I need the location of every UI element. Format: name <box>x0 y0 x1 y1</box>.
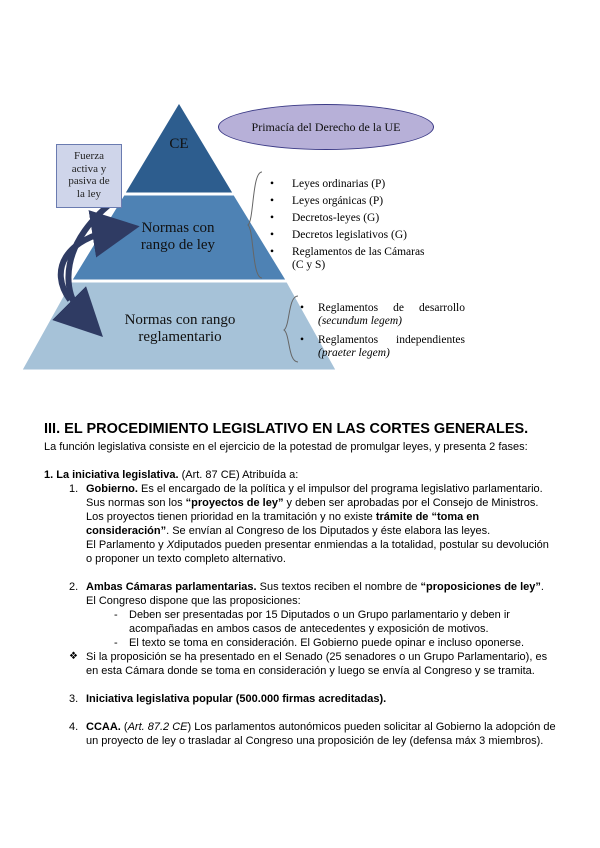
list-item: • Reglamentos de las Cámaras (C y S) <box>270 246 425 271</box>
item-gobierno: 1. Gobierno. Es el encargado de la política y el impulsor del programa legislativo parlamentario. Sus normas son los “proyectos de ley” y deben ser aprobadas por el Consejo de Ministros. Los proyectos tienen prioridad en la tramitación y no existe trámite de “toma en consideración”. Se envían al Congreso de los Diputados y éste elabora las leyes. El Parlamento y Xdiputados pueden presentar enmiendas a la totalidad, postular su devolución o proponer un texto completo alternativo. <box>69 483 549 565</box>
item-camaras: 2. Ambas Cámaras parlamentarias. Sus textos reciben el nombre de “proposiciones de ley”. El Congreso dispone que las proposiciones: <box>69 581 544 607</box>
pyramid-bottom-label: Normas con rango reglamentario <box>124 312 236 345</box>
list-item: • Decretos legislativos (G) <box>270 229 407 241</box>
diamond-bullet-icon: ❖ <box>69 651 78 662</box>
item-popular: 3. Iniciativa legislativa popular (500.000 firmas acreditadas). <box>69 693 387 705</box>
section-intro: La función legislativa consiste en el ejercicio de la potestad de promulgar leyes, y presenta 2 fases: <box>44 441 528 453</box>
fuerza-ley-box: Fuerza activa y pasiva de la ley <box>56 144 122 208</box>
item-camaras-dash-2: - El texto se toma en consideración. El Gobierno puede opinar e incluso oponerse. <box>114 637 525 649</box>
document-body <box>44 420 564 748</box>
pyramid-middle-label: Normas con rango de ley <box>140 220 216 253</box>
hierarchy-diagram <box>0 0 600 390</box>
list-item: • Leyes orgánicas (P) <box>270 195 384 207</box>
list-normas-reglamentarias <box>300 302 465 366</box>
item-senado: ❖ Si la proposición se ha presentado en el Senado (25 senadores o un Grupo Parlamentario), es en esta Cámara donde se toma en consideración y luego se envía al Congreso y se tramita. <box>69 651 548 677</box>
section-title: III. EL PROCEDIMIENTO LEGISLATIVO EN LAS CORTES GENERALES. <box>44 421 529 437</box>
item-camaras-dash-1: - Deben ser presentadas por 15 Diputados o un Grupo parlamentario y deben ir acompañadas en ambos casos de antecedentes y exposición de motivos. <box>114 609 510 635</box>
list-normas-ley <box>270 178 470 276</box>
item-ccaa: 4. CCAA. (Art. 87.2 CE) Los parlamentos autonómicos pueden solicitar al Gobierno la adopción de un proyecto de ley o trasladar al Congreso una proposición de ley (defensa máx 3 miembros). <box>69 721 556 747</box>
list-item: • Decretos-leyes (G) <box>270 212 380 224</box>
list-item: • Leyes ordinarias (P) <box>270 178 386 190</box>
iniciativa-heading: 1. La iniciativa legislativa. (Art. 87 CE) Atribuída a: <box>44 469 299 481</box>
list-item: • Reglamentos independientes (praeter legem) <box>300 334 465 359</box>
primacia-ue-ellipse: Primacía del Derecho de la UE <box>218 104 434 150</box>
pyramid-top-label: CE <box>169 136 189 152</box>
list-item: • Reglamentos de desarrollo (secundum legem) <box>300 302 465 327</box>
